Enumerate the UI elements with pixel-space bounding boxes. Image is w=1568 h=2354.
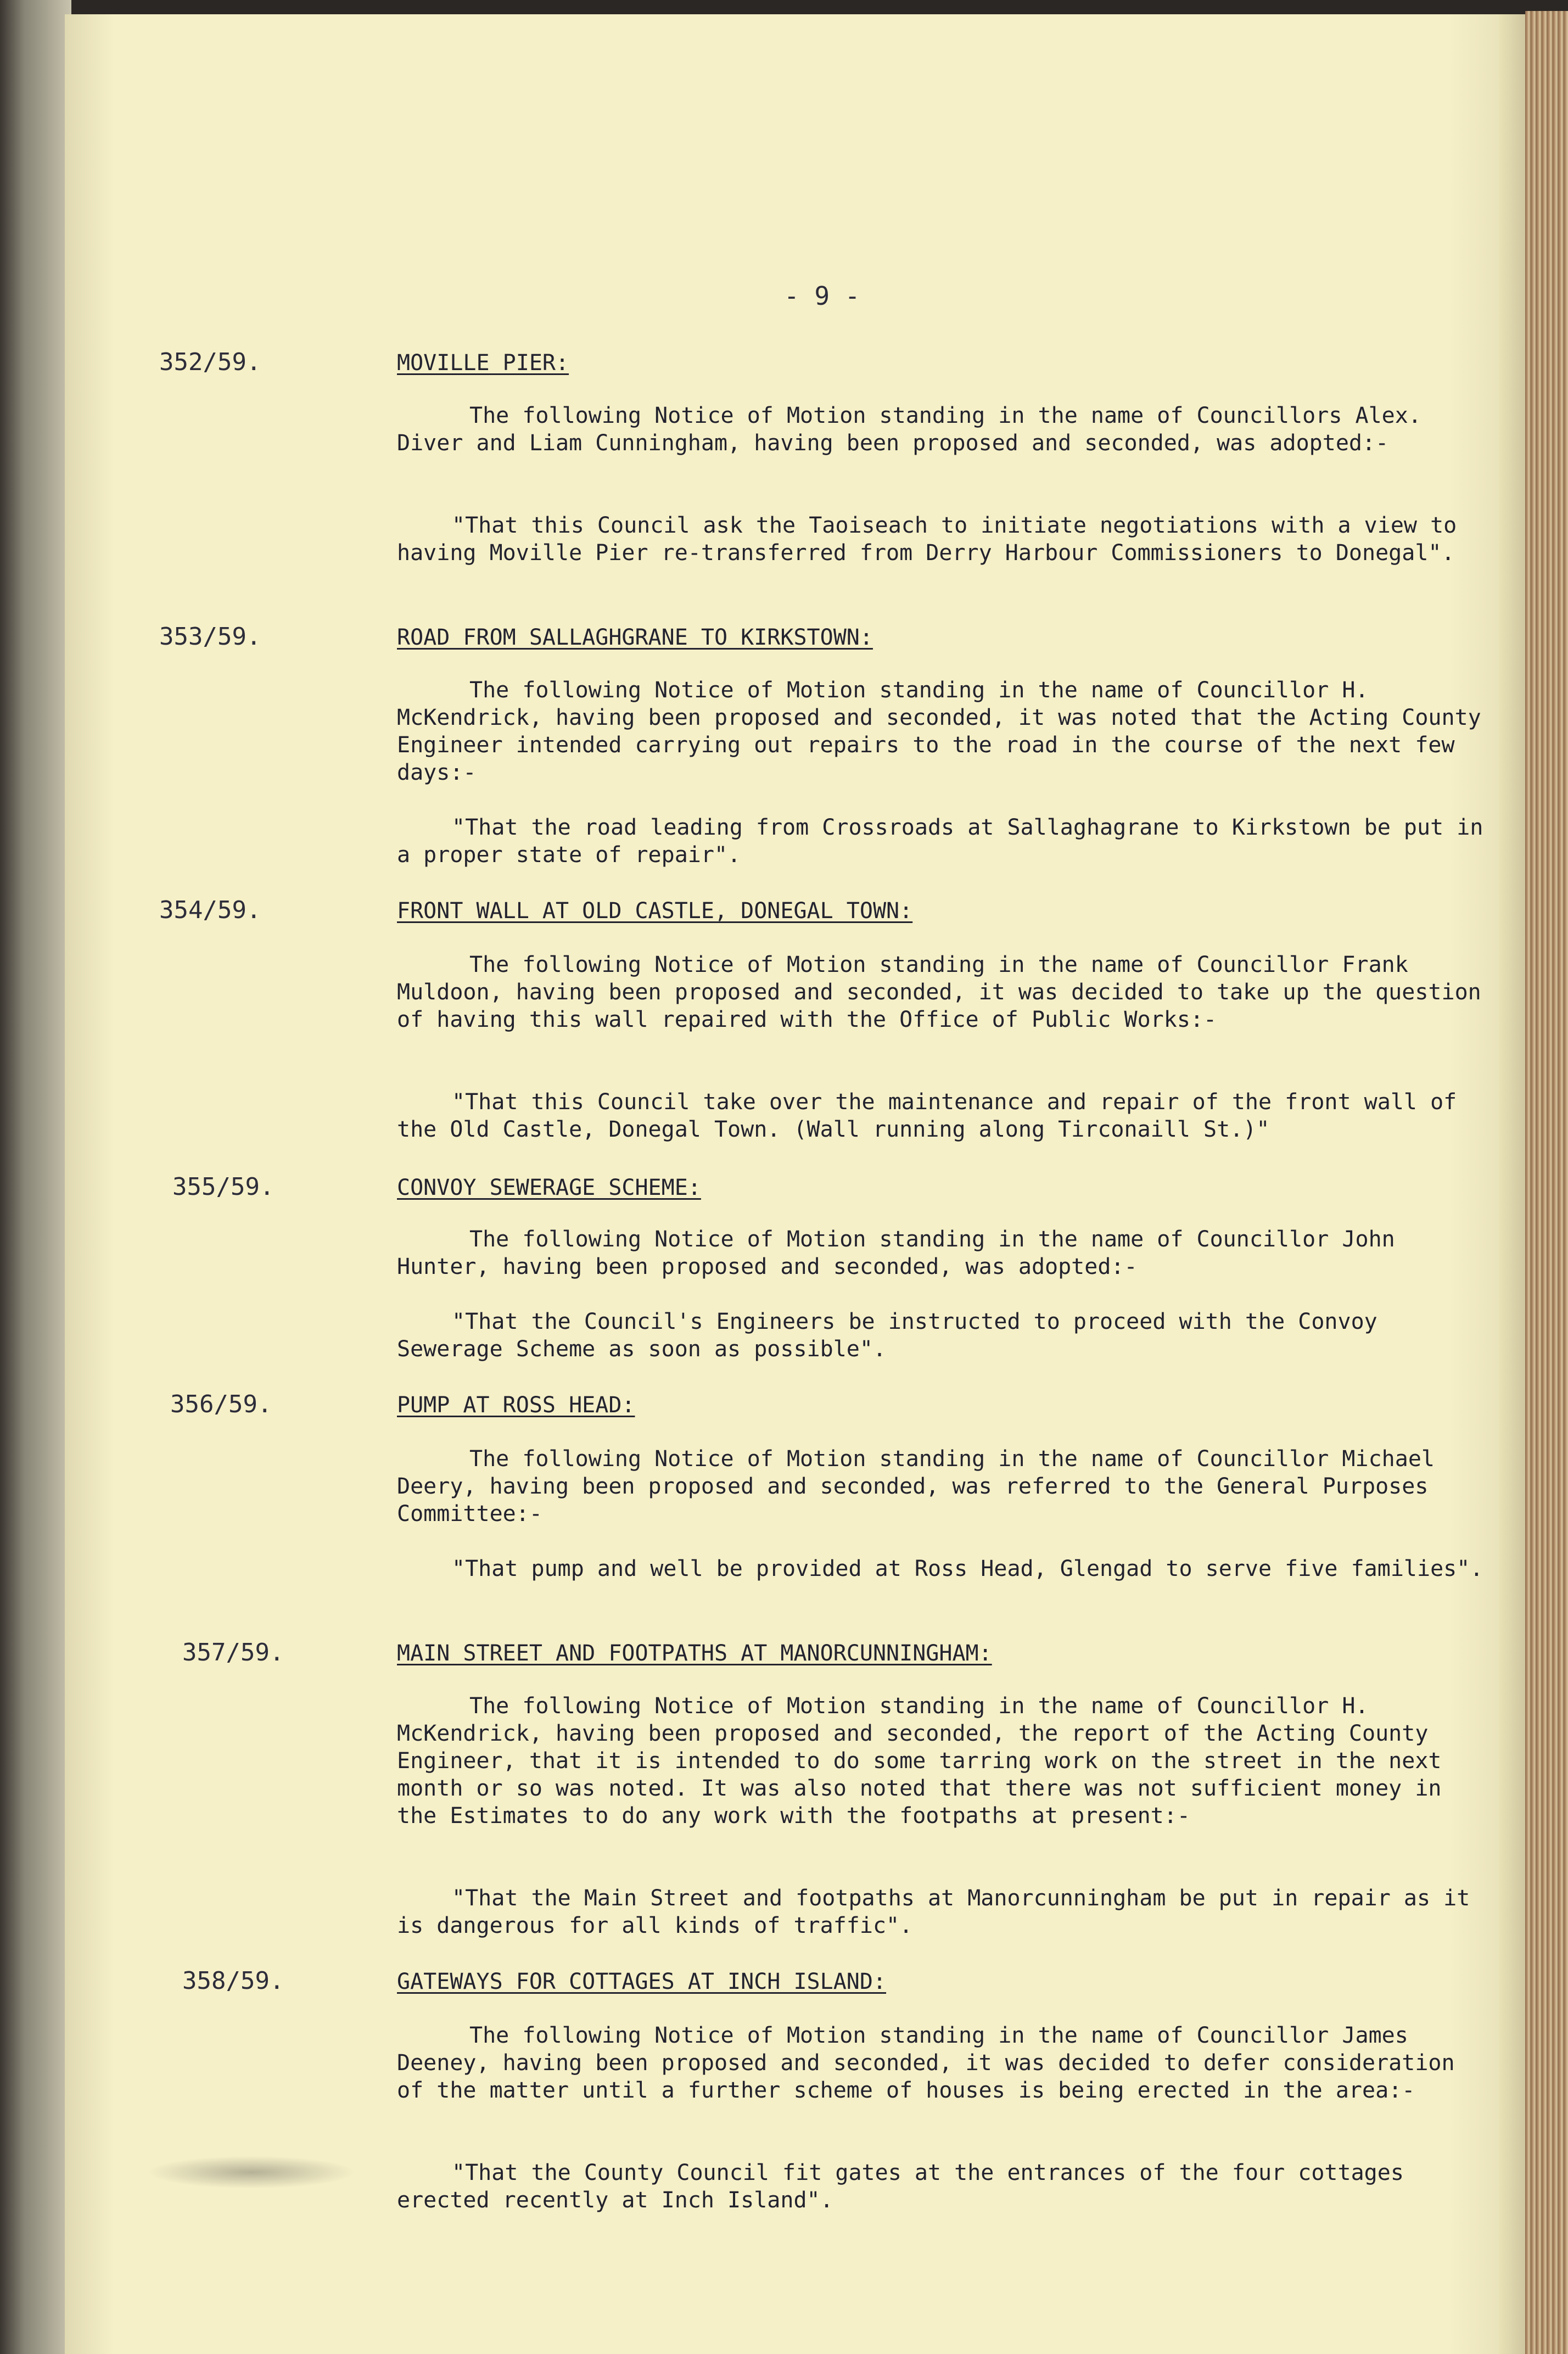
minute-motion: "That the road leading from Crossroads at Sallaghagrane to Kirkstown be put in a proper state of repair".	[397, 815, 1483, 868]
minute-intro: The following Notice of Motion standing in the name of Councillor John Hunter, having been proposed and seconded, was adopted:-	[397, 1227, 1395, 1279]
minute-title: FRONT WALL AT OLD CASTLE, DONEGAL TOWN:	[397, 898, 913, 924]
ink-smudge	[147, 2156, 356, 2189]
document-page	[65, 14, 1525, 2354]
minute-number: 357/59.	[182, 1639, 284, 1667]
minute-motion: "That pump and well be provided at Ross Head, Glengad to serve five families".	[452, 1556, 1483, 1581]
binding-shadow	[0, 0, 71, 2354]
minute-title: CONVOY SEWERAGE SCHEME:	[397, 1175, 701, 1200]
minute-intro: The following Notice of Motion standing in the name of Councillor H. McKendrick, having been proposed and seconded, the report of the Acting County Engineer, that it is intended to do some tarring work on the street in the next month or so was noted. It was also noted that there was not sufficient money in the Estimates to do any work with the footpaths at present:-	[397, 1693, 1442, 1829]
minute-intro: The following Notice of Motion standing in the name of Councillor James Deeney, having been proposed and seconded, it was decided to defer consideration of the matter until a further scheme of houses is being erected in the area:-	[397, 2023, 1455, 2103]
minute-number: 354/59.	[159, 896, 261, 924]
minute-number: 355/59.	[172, 1173, 275, 1201]
minute-number: 356/59.	[170, 1390, 272, 1418]
minute-intro: The following Notice of Motion standing in the name of Councillor Frank Muldoon, having been proposed and seconded, it was decided to take up the question of having this wall repaired with the Office of Public Works:-	[397, 952, 1481, 1032]
minute-motion: "That this Council ask the Taoiseach to initiate negotiations with a view to having Moville Pier re-transferred from Derry Harbour Commissioners to Donegal".	[397, 513, 1457, 566]
minute-motion: "That this Council take over the maintenance and repair of the front wall of the Old Castle, Donegal Town. (Wall running along Tirconaill St.)"	[397, 1089, 1457, 1142]
minute-intro: The following Notice of Motion standing in the name of Councillor H. McKendrick, having been proposed and seconded, it was noted that the Acting County Engineer intended carrying out repairs to the road in the course of the next few days:-	[397, 678, 1481, 785]
minute-title: MAIN STREET AND FOOTPATHS AT MANORCUNNINGHAM:	[397, 1641, 992, 1666]
minute-intro: The following Notice of Motion standing in the name of Councillors Alex. Diver and Liam Cunningham, having been proposed and seconded, was adopted:-	[397, 403, 1421, 456]
minute-intro: The following Notice of Motion standing in the name of Councillor Michael Deery, having been proposed and seconded, was referred to the General Purposes Committee:-	[397, 1446, 1435, 1527]
minute-number: 353/59.	[159, 623, 261, 651]
book-page-edges	[1525, 11, 1568, 2354]
minute-number: 358/59.	[182, 1967, 284, 1995]
minute-title: PUMP AT ROSS HEAD:	[397, 1393, 635, 1418]
minute-title: GATEWAYS FOR COTTAGES AT INCH ISLAND:	[397, 1969, 887, 1994]
minute-title: MOVILLE PIER:	[397, 350, 569, 376]
page-fold	[1499, 14, 1525, 2354]
minute-motion: "That the County Council fit gates at the entrances of the four cottages erected recently at Inch Island".	[397, 2160, 1404, 2213]
minute-motion: "That the Council's Engineers be instructed to proceed with the Convoy Sewerage Scheme as soon as possible".	[397, 1309, 1377, 1362]
minute-number: 352/59.	[159, 348, 261, 376]
minute-title: ROAD FROM SALLAGHGRANE TO KIRKSTOWN:	[397, 625, 873, 650]
scanner-top-band	[0, 0, 1568, 15]
page-number: - 9 -	[784, 281, 860, 311]
minute-motion: "That the Main Street and footpaths at Manorcunningham be put in repair as it is dangerous for all kinds of traffic".	[397, 1886, 1470, 1938]
